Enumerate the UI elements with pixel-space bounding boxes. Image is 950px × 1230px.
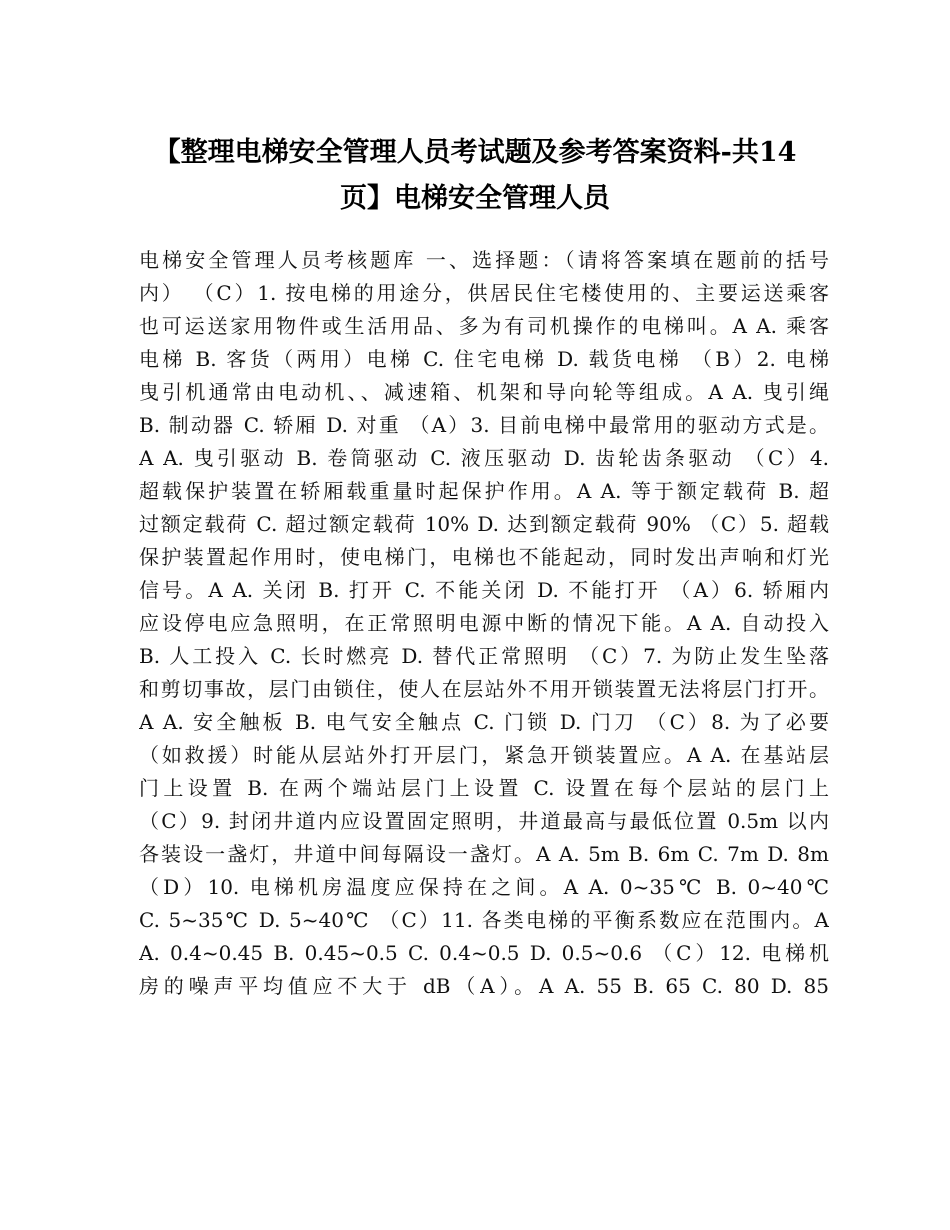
text-line: 信号。A A. 关闭 B. 打开 C. 不能关闭 D. 不能打开 （A）6. 轿厢内 [139,578,829,602]
text-line: 电梯 B. 客货（两用）电梯 C. 住宅电梯 D. 载货电梯 （B）2. 电梯 [139,347,829,371]
text-line: 曳引机通常由电动机、、减速箱、机架和导向轮等组成。A A. 曳引绳 [139,380,829,404]
text-line: 门上设置 B. 在两个端站层门上设置 C. 设置在每个层站的层门上 [139,776,829,800]
title-line-2: 页】电梯安全管理人员 [340,183,610,214]
text-line: 内） （C）1. 按电梯的用途分，供居民住宅楼使用的、主要运送乘客 [139,281,829,305]
text-line: 电梯安全管理人员考核题库 一、选择题：（请将答案填在题前的括号 [139,248,829,272]
text-line: 保护装置起作用时，使电梯门，电梯也不能起动，同时发出声响和灯光 [139,545,829,569]
text-line: （如救援）时能从层站外打开层门，紧急开锁装置应。A A. 在基站层 [139,743,829,767]
question-bank-text [139,244,829,1003]
text-line: C. 5~35℃ D. 5~40℃ （C）11. 各类电梯的平衡系数应在范围内。A [139,908,829,932]
text-line: 超载保护装置在轿厢载重量时起保护作用。A A. 等于额定载荷 B. 超 [139,479,829,503]
text-line: 也可运送家用物件或生活用品、多为有司机操作的电梯叫。A A. 乘客 [139,314,829,338]
text-line: A A. 曳引驱动 B. 卷筒驱动 C. 液压驱动 D. 齿轮齿条驱动 （C）4. [139,446,829,470]
text-line: （D）10. 电梯机房温度应保持在之间。A A. 0~35℃ B. 0~40℃ [139,875,829,899]
text-line: A A. 安全触板 B. 电气安全触点 C. 门锁 D. 门刀 （C）8. 为了必要 [139,710,829,734]
text-line: 房的噪声平均值应不大于 dB（A）。A A. 55 B. 65 C. 80 D. 85 [139,974,829,998]
text-line: B. 制动器 C. 轿厢 D. 对重 （A）3. 目前电梯中最常用的驱动方式是。 [139,413,829,437]
text-line: 和剪切事故，层门由锁住，使人在层站外不用开锁装置无法将层门打开。 [139,677,829,701]
text-line: B. 人工投入 C. 长时燃亮 D. 替代正常照明 （C）7. 为防止发生坠落 [139,644,829,668]
text-line: A. 0.4~0.45 B. 0.45~0.5 C. 0.4~0.5 D. 0.5~0.6 （C）12. 电梯机 [139,941,829,965]
document-title [100,130,850,222]
text-line: 各装设一盏灯，井道中间每隔设一盏灯。A A. 5m B. 6m C. 7m D. 8m [139,842,829,866]
text-line: （C）9. 封闭井道内应设置固定照明，井道最高与最低位置 0.5m 以内 [139,809,829,833]
text-line: 应设停电应急照明，在正常照明电源中断的情况下能。A A. 自动投入 [139,611,829,635]
title-line-1: 【整理电梯安全管理人员考试题及参考答案资料-共14 [153,137,797,168]
text-line: 过额定载荷 C. 超过额定载荷 10% D. 达到额定载荷 90% （C）5. 超载 [139,512,829,536]
